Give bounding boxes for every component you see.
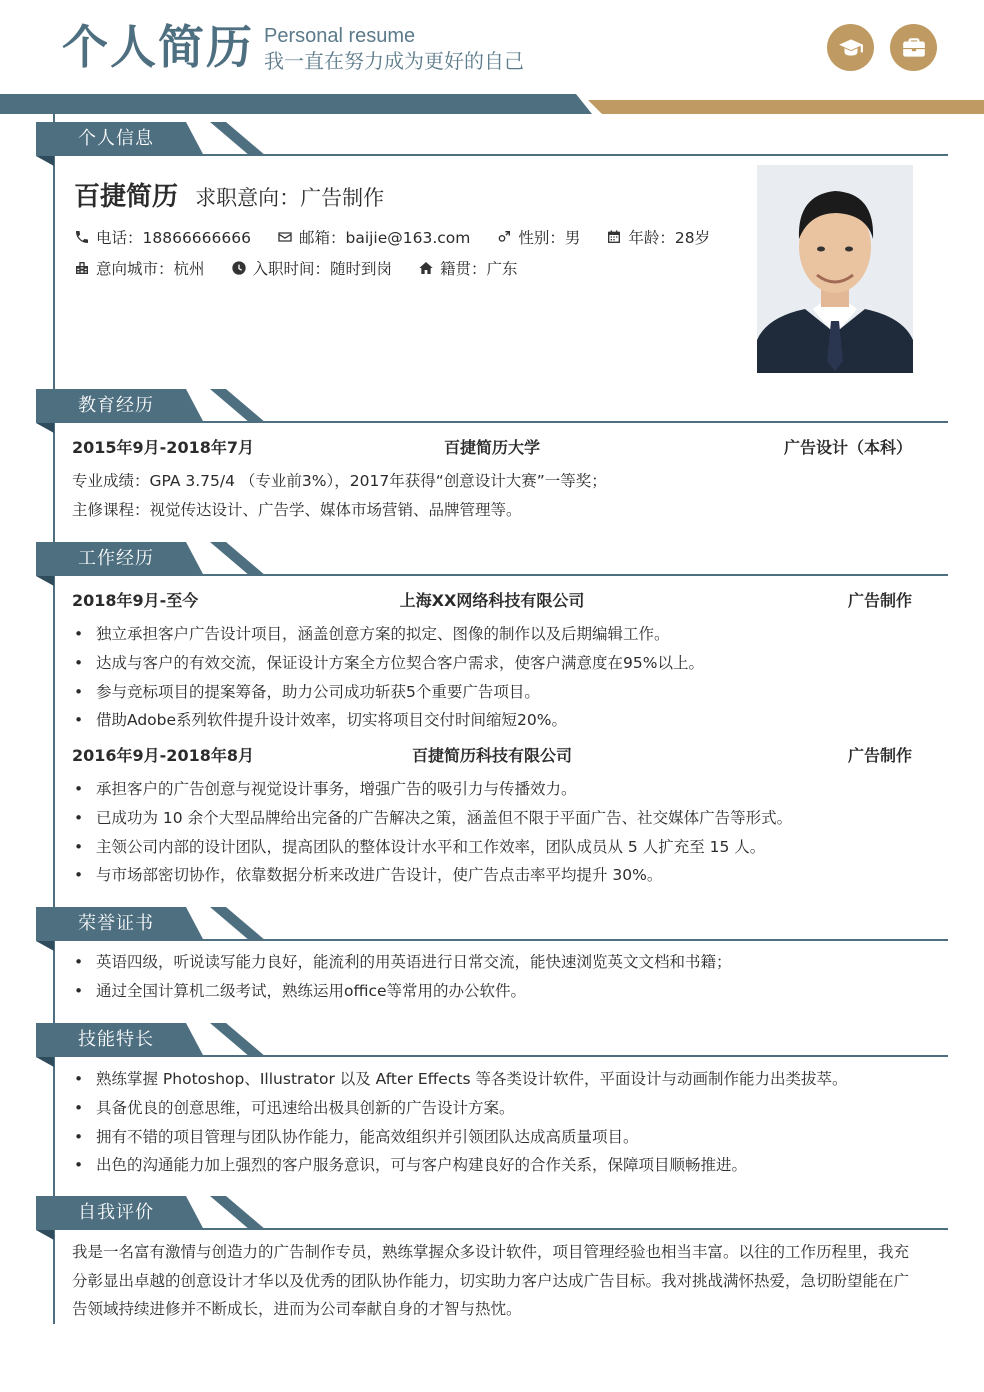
age-item	[606, 226, 710, 248]
honors-bullets	[72, 948, 922, 1006]
start-time-text: 入职时间：随时到岗	[252, 260, 393, 278]
candidate-name: 百捷简历	[74, 182, 179, 212]
section-skills	[36, 1023, 948, 1063]
section-title: 自我评价	[78, 1202, 154, 1223]
start-time-item	[231, 257, 393, 279]
header-banner-accent	[588, 100, 984, 114]
list-item: • 熟练掌握 Photoshop、Illustrator 以及 After Effects 等各类设计软件，平面设计与动画制作能力出类拔萃。	[72, 1065, 922, 1094]
list-item: • 参与竞标项目的提案筹备，助力公司成功斩获5个重要广告项目。	[72, 678, 922, 707]
briefcase-icon	[890, 24, 937, 71]
building-icon	[74, 260, 90, 276]
list-item: • 具备优良的创意思维，可迅速给出极具创新的广告设计方案。	[72, 1094, 922, 1123]
city-text: 意向城市：杭州	[96, 260, 205, 278]
email-text: 邮箱：baijie@163.com	[298, 229, 471, 247]
section-personal-info	[36, 122, 948, 162]
job-bullets	[72, 775, 922, 890]
header-banner-primary	[0, 94, 592, 114]
list-item: • 主领公司内部的设计团队，提高团队的整体设计水平和工作效率，团队成员从 5 人扩充至 15 人。	[72, 833, 922, 862]
education-line: 专业成绩：GPA 3.75/4 （专业前3%），2017年获得“创意设计大赛”一等奖；	[72, 472, 607, 490]
list-item: • 达成与客户的有效交流，保证设计方案全方位契合客户需求，使客户满意度在95%以上。	[72, 649, 922, 678]
section-honors	[36, 907, 948, 947]
profile-photo	[757, 165, 913, 373]
job-company: 上海XX网络科技有限公司	[399, 591, 585, 610]
graduation-cap-icon	[827, 24, 874, 71]
education-major: 广告设计（本科）	[783, 438, 912, 457]
job-row	[72, 743, 912, 767]
section-self-evaluation	[36, 1196, 948, 1236]
contact-row	[74, 226, 736, 248]
job-date: 2018年9月-至今	[72, 591, 199, 610]
email-item	[277, 226, 470, 248]
list-item: • 英语四级，听说读写能力良好，能流利的用英语进行日常交流，能快速浏览英文文档和书籍；	[72, 948, 922, 977]
header-subtitle	[264, 24, 524, 74]
job-bullets	[72, 620, 922, 735]
education-school: 百捷简历大学	[443, 438, 540, 457]
section-education	[36, 389, 948, 429]
calendar-icon	[606, 229, 622, 245]
origin-text: 籍贯：广东	[440, 260, 518, 278]
job-role: 广告制作	[847, 591, 912, 610]
section-title: 工作经历	[78, 548, 154, 569]
job-date: 2016年9月-2018年8月	[72, 746, 254, 765]
subtitle-chinese: 我一直在努力成为更好的自己	[264, 49, 524, 73]
left-timeline-rule	[53, 114, 55, 1324]
list-item: • 出色的沟通能力加上强烈的客户服务意识，可与客户构建良好的合作关系，保障项目顺畅推进。	[72, 1151, 922, 1180]
phone-text: 电话：18866666666	[96, 229, 251, 247]
gender-text: 性别：男	[518, 229, 581, 247]
list-item: • 承担客户的广告创意与视觉设计事务，增强广告的吸引力与传播效力。	[72, 775, 922, 804]
list-item: • 拥有不错的项目管理与团队协作能力，能高效组织并引领团队达成高质量项目。	[72, 1123, 922, 1152]
origin-item	[418, 257, 518, 279]
job-intent: 求职意向：广告制作	[195, 186, 385, 210]
subtitle-english: Personal resume	[264, 25, 416, 47]
education-line: 主修课程：视觉传达设计、广告学、媒体市场营销、品牌管理等。	[72, 500, 522, 519]
section-title: 技能特长	[78, 1029, 154, 1050]
section-work	[36, 542, 948, 582]
resume-title: 个人简历	[62, 20, 254, 74]
phone-icon	[74, 229, 90, 245]
section-title: 教育经历	[78, 395, 154, 416]
section-title: 个人信息	[78, 128, 154, 149]
preference-row	[74, 257, 544, 279]
phone-item	[74, 226, 251, 248]
list-item: • 已成功为 10 余个大型品牌给出完备的广告解决之策，涵盖但不限于平面广告、社交媒体广告等形式。	[72, 804, 922, 833]
section-title: 荣誉证书	[78, 913, 154, 934]
skills-bullets	[72, 1065, 922, 1180]
self-evaluation-text: 我是一名富有激情与创造力的广告制作专员，熟练掌握众多设计软件，项目管理经验也相当丰富。以往的工作历程里，我充分彰显出卓越的创意设计才华以及优秀的团队协作能力，切实助力客户达成广告目标。我对挑战满怀热爱，急切盼望能在广告领域持续进修并不断成长，进而为公司奉献自身的才智与热忱。	[72, 1243, 910, 1318]
gender-icon	[496, 229, 512, 245]
list-item: • 独立承担客户广告设计项目，涵盖创意方案的拟定、图像的制作以及后期编辑工作。	[72, 620, 922, 649]
clock-icon	[231, 260, 247, 276]
education-date: 2015年9月-2018年7月	[72, 438, 254, 457]
job-row	[72, 588, 912, 612]
education-row	[72, 435, 912, 459]
age-text: 年龄：28岁	[628, 229, 711, 247]
list-item: • 通过全国计算机二级考试，熟练运用office等常用的办公软件。	[72, 977, 922, 1006]
envelope-icon	[277, 229, 293, 245]
education-details	[72, 467, 916, 524]
list-item: • 与市场部密切协作，依靠数据分析来改进广告设计，使广告点击率平均提升 30%。	[72, 861, 922, 890]
job-company: 百捷简历科技有限公司	[411, 746, 572, 765]
gender-item	[496, 226, 580, 248]
name-line	[74, 176, 384, 213]
list-item: • 借助Adobe系列软件提升设计效率，切实将项目交付时间缩短20%。	[72, 706, 922, 735]
job-role: 广告制作	[847, 746, 912, 765]
home-icon	[418, 260, 434, 276]
city-item	[74, 257, 205, 279]
